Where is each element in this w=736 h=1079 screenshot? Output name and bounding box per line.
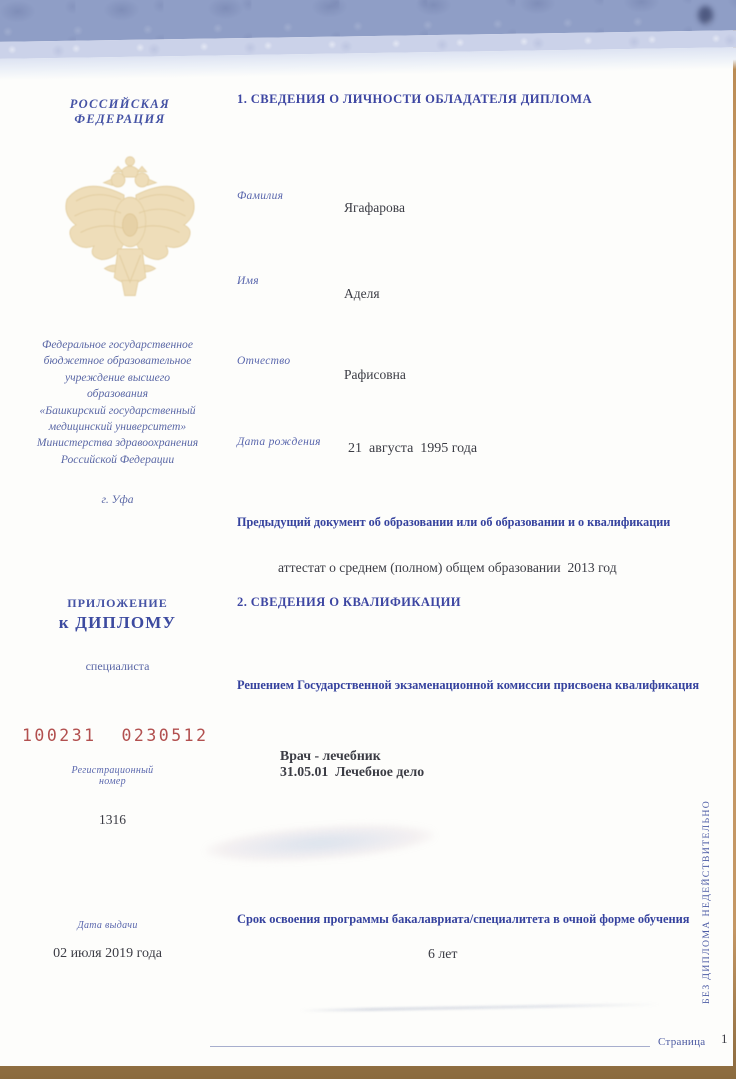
page-number: 1	[721, 1031, 728, 1046]
supplement-line2: к ДИПЛОМУ	[58, 613, 177, 632]
guilloche-band	[0, 0, 736, 84]
institution-city: г. Уфа	[101, 493, 134, 506]
registration-label-line1: Регистрационный	[71, 765, 154, 776]
surname-value: Ягафарова	[344, 200, 405, 215]
firstname-value: Аделя	[344, 286, 380, 301]
footer-rule	[210, 1046, 650, 1047]
qualification-value: Врач - лечебник	[280, 748, 381, 763]
ink-smudge	[698, 6, 713, 24]
supplement-line3: специалиста	[85, 659, 150, 673]
duration-value: 6 лет	[428, 946, 458, 961]
country-line1: РОССИЙСКАЯ	[69, 97, 171, 111]
country-line2: ФЕДЕРАЦИЯ	[74, 112, 166, 126]
country-name	[35, 97, 205, 127]
institution-line: «Башкирский государственный	[39, 403, 196, 417]
qualification-decision-text: Решением Государственной экзаменационной комиссии присвоена квалификация	[237, 678, 700, 692]
specialty-value: 31.05.01 Лечебное дело	[280, 764, 425, 779]
section1-title: 1. СВЕДЕНИЯ О ЛИЧНОСТИ ОБЛАДАТЕЛЯ ДИПЛОМА	[237, 92, 592, 106]
firstname-label: Имя	[237, 275, 259, 287]
surname-label: Фамилия	[237, 190, 284, 202]
issue-date-label: Дата выдачи	[77, 920, 138, 931]
birthdate-value: 21 августа 1995 года	[348, 441, 478, 456]
birthdate-label: Дата рождения	[237, 436, 321, 448]
institution-name	[5, 337, 230, 468]
institution-line: образования	[87, 387, 148, 401]
institution-line: Министерства здравоохранения	[36, 436, 199, 450]
supplement-title	[15, 596, 220, 674]
previous-document-value: аттестат о среднем (полном) общем образовании 2013 год	[278, 560, 617, 575]
previous-document-label: Предыдущий документ об образовании или об образовании и о квалификации	[237, 515, 671, 529]
section2-title: 2. СВЕДЕНИЯ О КВАЛИФИКАЦИИ	[237, 595, 461, 609]
institution-line: медицинский университет»	[48, 420, 187, 434]
institution-line: учреждение высшего	[64, 370, 171, 384]
registration-number-value: 1316	[99, 812, 126, 827]
institution-line: бюджетное образовательное	[43, 354, 192, 368]
registration-label-line2: номер	[99, 776, 126, 787]
patronymic-value: Рафисовна	[344, 367, 406, 382]
duration-label: Срок освоения программы бакалавриата/специалитета в очной форме обучения	[237, 912, 690, 926]
registration-number-label	[15, 765, 210, 787]
page-label: Страница	[658, 1036, 706, 1048]
supplement-line1: ПРИЛОЖЕНИЕ	[67, 596, 168, 610]
blank-serial-number: 100231 0230512	[22, 726, 209, 745]
russian-coat-of-arms-icon	[55, 146, 205, 339]
issue-date-value: 02 июля 2019 года	[53, 946, 162, 961]
institution-line: Федеральное государственное	[42, 338, 193, 351]
institution-line: Российской Федерации	[60, 452, 175, 466]
patronymic-label: Отчество	[237, 355, 291, 367]
without-diploma-invalid-note: БЕЗ ДИПЛОМА НЕДЕЙСТВИТЕЛЬНО	[701, 799, 712, 1004]
